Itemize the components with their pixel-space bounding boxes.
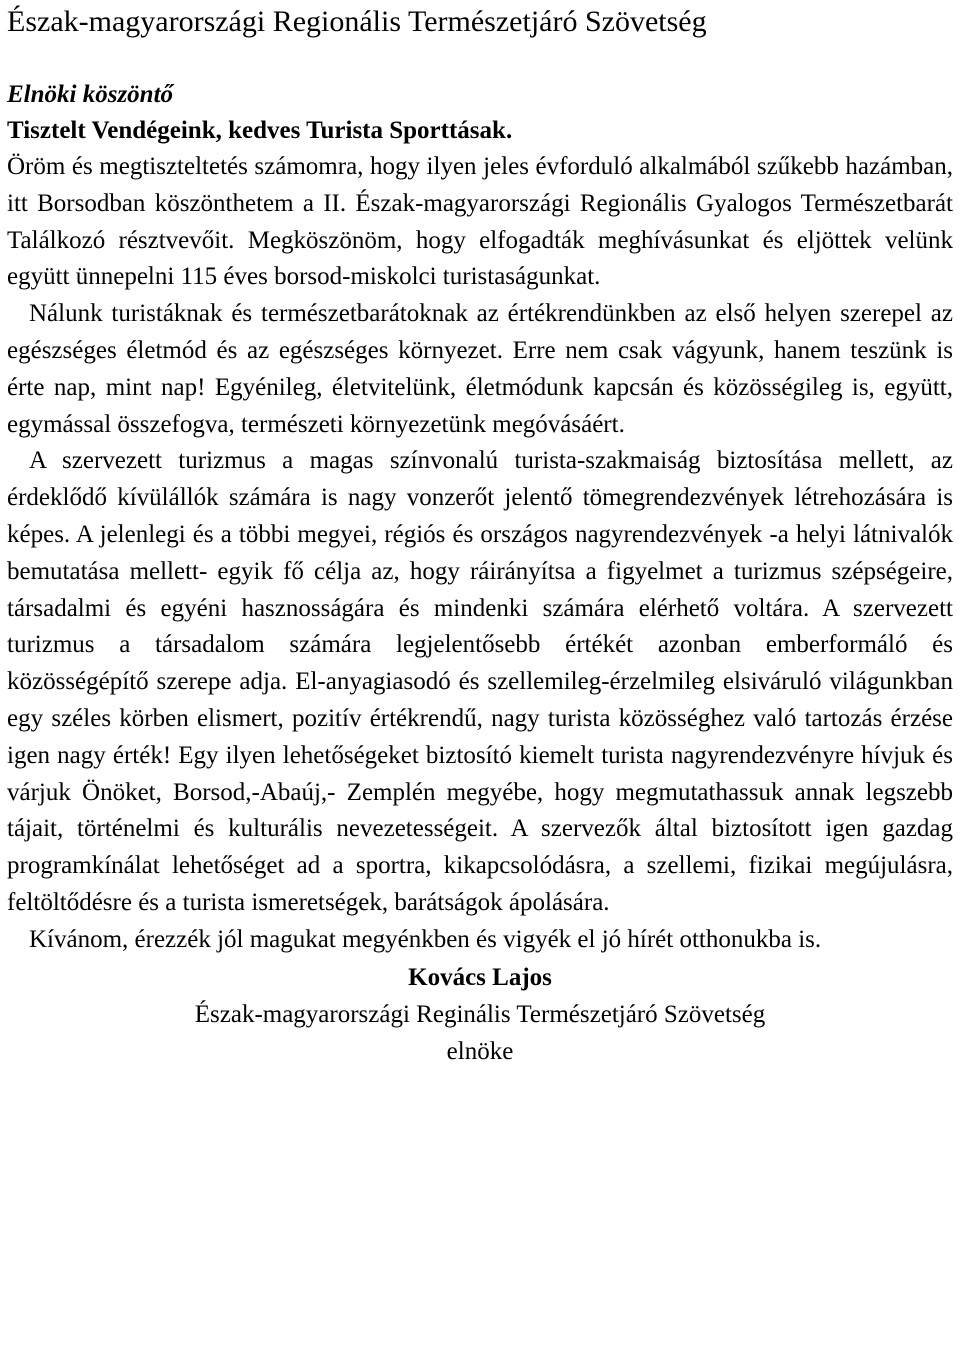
organization-header: Észak-magyarországi Regionális Természetjáró Szövetség: [7, 5, 707, 38]
paragraph-closing: Kívánom, érezzék jól magukat megyénkben és vigyék el jó hírét otthonukba is.: [29, 925, 822, 953]
document-page: [7, 0, 953, 1070]
section-title: Elnöki köszöntő: [7, 81, 174, 108]
paragraph-values: Nálunk turistáknak és természetbarátoknak az értékrendünkben az első helyen szerepel az egészséges életmód és az egészséges környezet. Erre nem csak vágyunk, hanem teszünk is érte nap, mint nap! Egyénileg, életvitelünk, életmódunk kapcsán és közösségileg is, együtt, egymással összefogva, természeti környezetünk megóvásáért.: [7, 300, 953, 438]
salutation: Tisztelt Vendégeink, kedves Turista Sporttásak.: [7, 117, 513, 144]
paragraph-welcome: Öröm és megtiszteltetés számomra, hogy ilyen jeles évforduló alkalmából szűkebb hazámban, itt Borsodban köszönthetem a II. Észak-magyarországi Regionális Gyalogos Természetbarát Találkozó résztvevőit. Megköszönöm, hogy elfogadták meghívásunkat és eljöttek velünk együtt ünnepelni 115 éves borsod-miskolci turistaságunkat.: [7, 153, 953, 291]
signature-organization: Észak-magyarországi Reginális Természetjáró Szövetség: [194, 1000, 766, 1028]
signature-name: Kovács Lajos: [408, 963, 552, 991]
paragraph-organized-tourism: A szervezett turizmus a magas színvonalú turista-szakmaiság biztosítása mellett, az érdeklődő kívülállók számára is nagy vonzerőt jelentő tömegrendezvények létrehozására is képes. A jelenlegi és a többi megyei, régiós és országos nagyrendezvények -a helyi látnivalók bemutatása mellett- egyik fő célja az, hogy ráirányítsa a figyelmet a turizmus szépségeire, társadalmi és egyéni hasznosságára és mindenki számára elérhető voltára. A szervezett turizmus a társadalom számára legjelentősebb értékét azonban emberformáló és közösségépítő szerepe adja. El-anyagiasodó és szellemileg-érzelmileg elsiváruló világunkban egy széles körben elismert, pozitív értékrendű, nagy turista közösséghez való tartozás érzése igen nagy érték! Egy ilyen lehetőségeket biztosító kiemelt turista nagyrendezvényre hívjuk és várjuk Önöket, Borsod,-Abaúj,- Zemplén megyébe, hogy megmutathassuk annak legszebb tájait, történelmi és kulturális nevezetességeit. A szervezők által biztosított igen gazdag programkínálat lehetőséget ad a sportra, kikapcsolódásra, a szellemi, fizikai megújulásra, feltöltődésre és a turista ismeretségek, barátságok ápolására.: [7, 447, 953, 916]
signature-role: elnöke: [446, 1037, 514, 1065]
